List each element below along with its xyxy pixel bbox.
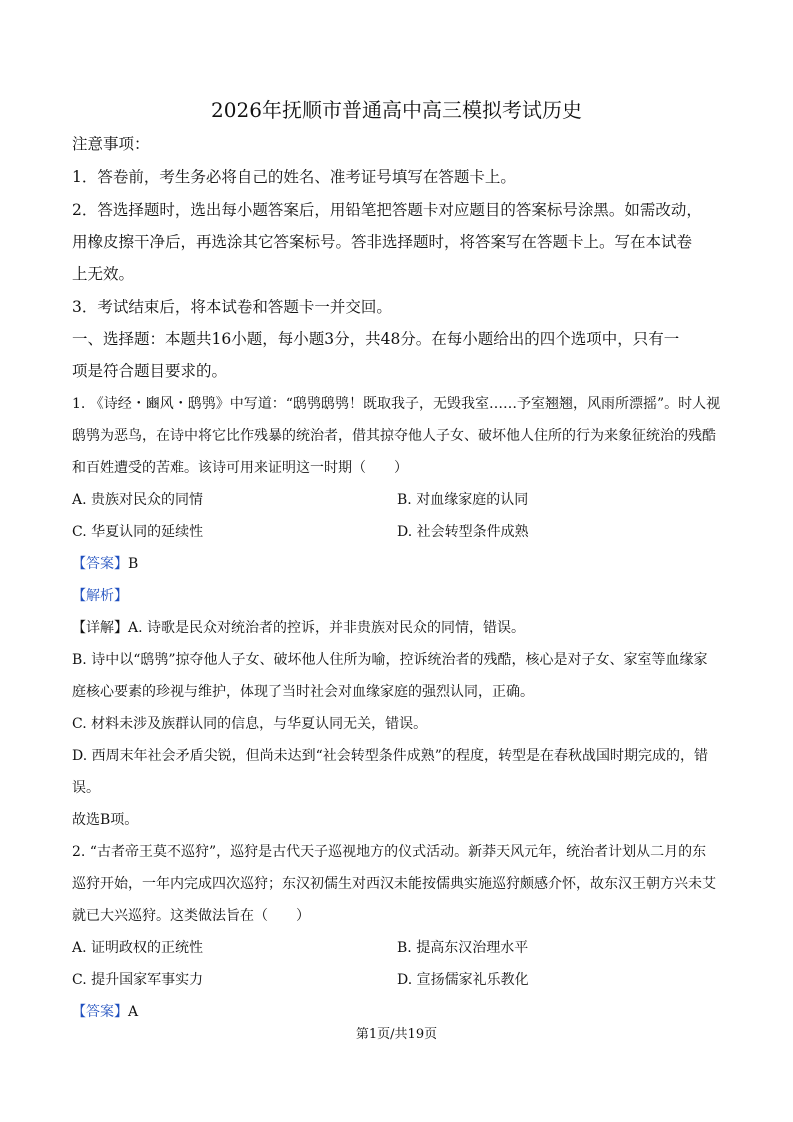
page-title: 2026年抚顺市普通高中高三模拟考试历史 — [211, 98, 582, 122]
question-1-stem-line-3: 和百姓遭受的苦难。该诗可用来证明这一时期（ ） — [72, 460, 408, 476]
question-1-detail-b-line-2: 庭核心要素的珍视与维护，体现了当时社会对血缘家庭的强烈认同，正确。 — [72, 684, 534, 700]
question-2-option-d: D. 宣扬儒家礼乐教化 — [397, 972, 529, 988]
question-1-option-b: B. 对血缘家庭的认同 — [397, 492, 529, 508]
answer-value: A — [128, 1004, 139, 1020]
question-2-option-a: A. 证明政权的正统性 — [72, 940, 204, 956]
question-1-option-c: C. 华夏认同的延续性 — [72, 524, 204, 540]
notice-item-2-line-1: 2．答选择题时，选出每小题答案后，用铅笔把答题卡对应题目的答案标号涂黑。如需改动， — [72, 201, 702, 219]
notice-item-3: 3．考试结束后，将本试卷和答题卡一并交回。 — [72, 298, 392, 316]
answer-label: 【答案】 — [72, 556, 128, 572]
question-1-analysis-label — [72, 585, 128, 607]
section-heading-line-2: 项是符合题目要求的。 — [72, 362, 228, 380]
question-1-detail-c: C. 材料未涉及族群认同的信息，与华夏认同无关，错误。 — [72, 716, 428, 732]
question-2-stem-line-3: 就已大兴巡狩。这类做法旨在（ ） — [72, 908, 310, 924]
question-2-stem-line-2: 巡狩开始，一年内完成四次巡狩；东汉初儒生对西汉未能按儒典实施巡狩颇感介怀，故东汉王朝方兴未艾 — [72, 876, 716, 892]
question-1-answer — [72, 553, 138, 575]
question-1-option-a: A. 贵族对民众的同情 — [72, 492, 204, 508]
notice-item-2-line-2: 用橡皮擦干净后，再选涂其它答案标号。答非选择题时，将答案写在答题卡上。写在本试卷 — [72, 233, 693, 251]
question-1-detail-d-line-2: 误。 — [72, 780, 100, 796]
notice-heading: 注意事项： — [72, 135, 150, 153]
notice-item-2-line-3: 上无效。 — [72, 265, 135, 283]
detail-a-text: A. 诗歌是民众对统治者的控诉，并非贵族对民众的同情，错误。 — [128, 620, 526, 636]
question-2-answer — [72, 1001, 138, 1023]
question-1-option-d: D. 社会转型条件成熟 — [397, 524, 529, 540]
question-2-option-b: B. 提高东汉治理水平 — [397, 940, 529, 956]
question-1-detail-b-line-1: B. 诗中以“鸱鸮”掠夺他人子女、破坏他人住所为喻，控诉统治者的残酷，核心是对子女、家室等血缘家 — [72, 652, 708, 668]
question-1-stem-line-2: 鸱鸮为恶鸟，在诗中将它比作残暴的统治者，借其掠夺他人子女、破坏他人住所的行为来象征统治的残酷 — [72, 428, 716, 444]
detail-label: 【详解】 — [72, 620, 128, 636]
page-number-footer: 第1页/共19页 — [355, 1027, 438, 1042]
analysis-label: 【解析】 — [72, 588, 128, 604]
question-1-detail-d-line-1: D. 西周末年社会矛盾尖锐，但尚未达到“社会转型条件成熟”的程度，转型是在春秋战国时期完成的，错 — [72, 748, 708, 764]
question-2-option-c: C. 提升国家军事实力 — [72, 972, 204, 988]
section-heading-line-1: 一、选择题：本题共16小题，每小题3分，共48分。在每小题给出的四个选项中，只有一 — [72, 330, 680, 348]
answer-value: B — [128, 556, 139, 572]
answer-label: 【答案】 — [72, 1004, 128, 1020]
notice-item-1: 1．答卷前，考生务必将自己的姓名、准考证号填写在答题卡上。 — [72, 168, 516, 186]
question-2-stem-line-1: 2. “古者帝王莫不巡狩”，巡狩是古代天子巡视地方的仪式活动。新莽天风元年，统治者计划从二月的东 — [72, 844, 707, 860]
question-1-stem-line-1: 1. 《诗经・豳风・鸱鸮》中写道：“鸱鸮鸱鸮！既取我子，无毁我室……予室翘翘，风雨所漂摇”。时人视 — [72, 396, 721, 412]
question-1-detail-a — [72, 617, 525, 639]
question-1-conclusion: 故选B项。 — [72, 812, 139, 828]
